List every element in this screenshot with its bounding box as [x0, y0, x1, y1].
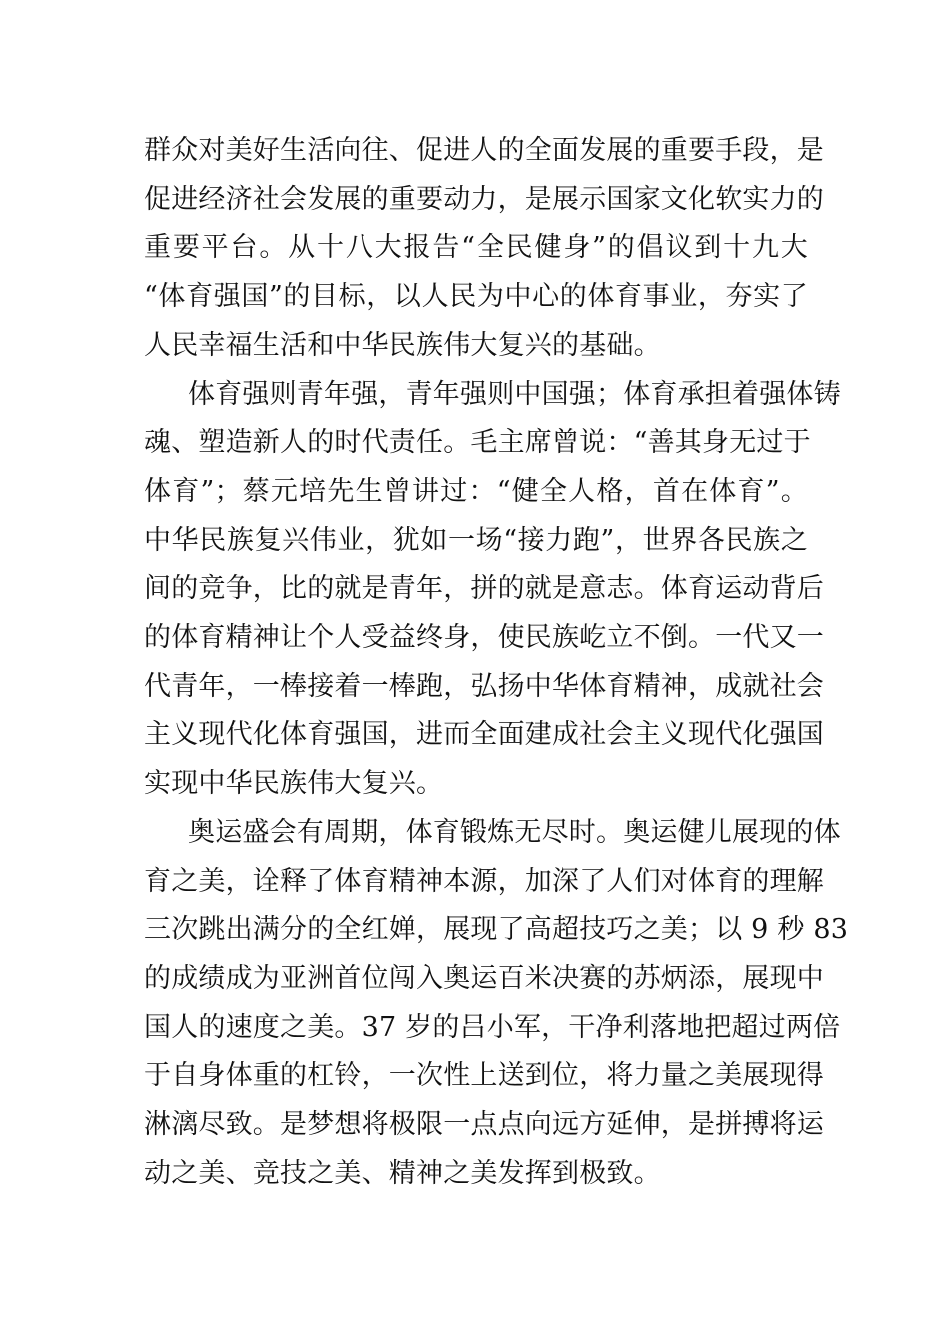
- text-line: 魂、塑造新人的时代责任。毛主席曾说：“善其身无过于: [144, 427, 811, 459]
- text-line: 代青年，一棒接着一棒跑，弘扬中华体育精神，成就社会: [144, 670, 824, 702]
- text-line: 群众对美好生活向往、促进人的全面发展的重要手段，是: [144, 135, 824, 166]
- text-line: 人民幸福生活和中华民族伟大复兴的基础。: [144, 329, 661, 361]
- text-line: 重要平台。从十八大报告“全民健身”的倡议到十九大: [144, 232, 808, 264]
- text-line: 间的竞争，比的就是青年，拼的就是意志。体育运动背后: [144, 573, 824, 605]
- text-line: 体育”；蔡元培先生曾讲过：“健全人格，首在体育”。: [144, 475, 808, 507]
- text-line: “体育强国”的目标，以人民为中心的体育事业，夯实了: [144, 281, 808, 313]
- text-line: 实现中华民族伟大复兴。: [144, 768, 444, 800]
- text-line: 奥运盛会有周期，体育锻炼无尽时。奥运健儿展现的体: [188, 816, 841, 848]
- text-line: 国人的速度之美。37 岁的吕小军，干净利落地把超过两倍: [144, 1011, 841, 1043]
- document-body: [144, 127, 849, 1198]
- paragraph-3: [144, 809, 849, 1199]
- text-line: 促进经济社会发展的重要动力，是展示国家文化软实力的: [144, 183, 824, 215]
- paragraph-2: [144, 371, 841, 809]
- text-line: 体育强则青年强，青年强则中国强；体育承担着强体铸: [188, 378, 841, 410]
- text-line: 淋漓尽致。是梦想将极限一点点向远方延伸，是拼搏将运: [144, 1109, 824, 1141]
- text-line: 的成绩成为亚洲首位闯入奥运百米决赛的苏炳添，展现中: [144, 962, 824, 994]
- text-line: 育之美，诠释了体育精神本源，加深了人们对体育的理解: [144, 865, 824, 897]
- text-line: 三次跳出满分的全红婵，展现了高超技巧之美；以 9 秒 83: [144, 914, 849, 946]
- paragraph-1: [144, 127, 824, 371]
- text-line: 中华民族复兴伟业，犹如一场“接力跑”，世界各民族之: [144, 524, 808, 556]
- text-line: 于自身体重的杠铃，一次性上送到位，将力量之美展现得: [144, 1060, 824, 1092]
- text-line: 主义现代化体育强国，进而全面建成社会主义现代化强国: [144, 719, 824, 751]
- text-line: 动之美、竞技之美、精神之美发挥到极致。: [144, 1157, 661, 1189]
- text-line: 的体育精神让个人受益终身，使民族屹立不倒。一代又一: [144, 622, 824, 654]
